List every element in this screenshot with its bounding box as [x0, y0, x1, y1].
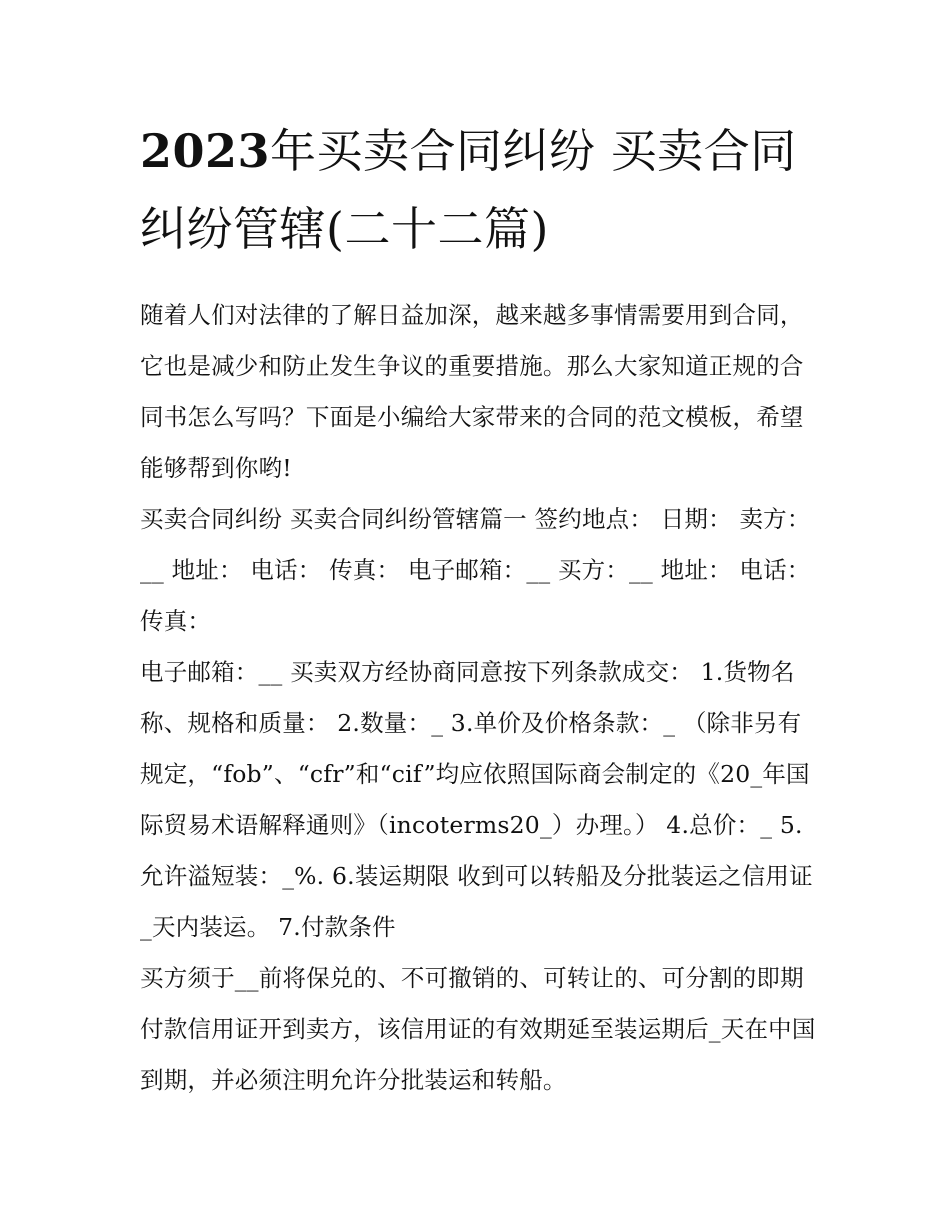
- title-year: 2023: [140, 124, 271, 178]
- intro-paragraph: 随着人们对法律的了解日益加深，越来越多事情需要用到合同，它也是减少和防止发生争议的重要措施。那么大家知道正规的合同书怎么写吗？下面是小编给大家带来的合同的范文模板，希望能够帮到你哟!: [140, 301, 804, 482]
- title-text: 年买卖合同纠纷 买卖合同纠纷管辖(二十二篇): [140, 124, 797, 256]
- contract-parties-paragraph: 买卖合同纠纷 买卖合同纠纷管辖篇一 签约地点： 日期： 卖方：__ 地址： 电话： 传真： 电子邮箱：__ 买方：__ 地址： 电话： 传真：: [140, 505, 811, 635]
- document-page: [140, 112, 820, 1106]
- document-title: [140, 112, 820, 268]
- payment-terms-paragraph: 买方须于__前将保兑的、不可撤销的、可转让的、可分割的即期付款信用证开到卖方，该信用证的有效期延至装运期后_天在中国到期，并必须注明允许分批装运和转船。: [140, 964, 816, 1094]
- contract-terms-paragraph: 电子邮箱：__ 买卖双方经协商同意按下列条款成交： 1.货物名称、规格和质量： 2.数量：_ 3.单价及价格条款：_ （除非另有规定，“fob”、“cfr”和“cif”均应依照国际商会制定的《20_年国际贸易术语解释通则》（incoterms20_）办理。） 4.总价：_ 5.允许溢短装：_%. 6.装运期限 收到可以转船及分批装运之信用证_天内装运。 7.付款条件: [140, 658, 813, 941]
